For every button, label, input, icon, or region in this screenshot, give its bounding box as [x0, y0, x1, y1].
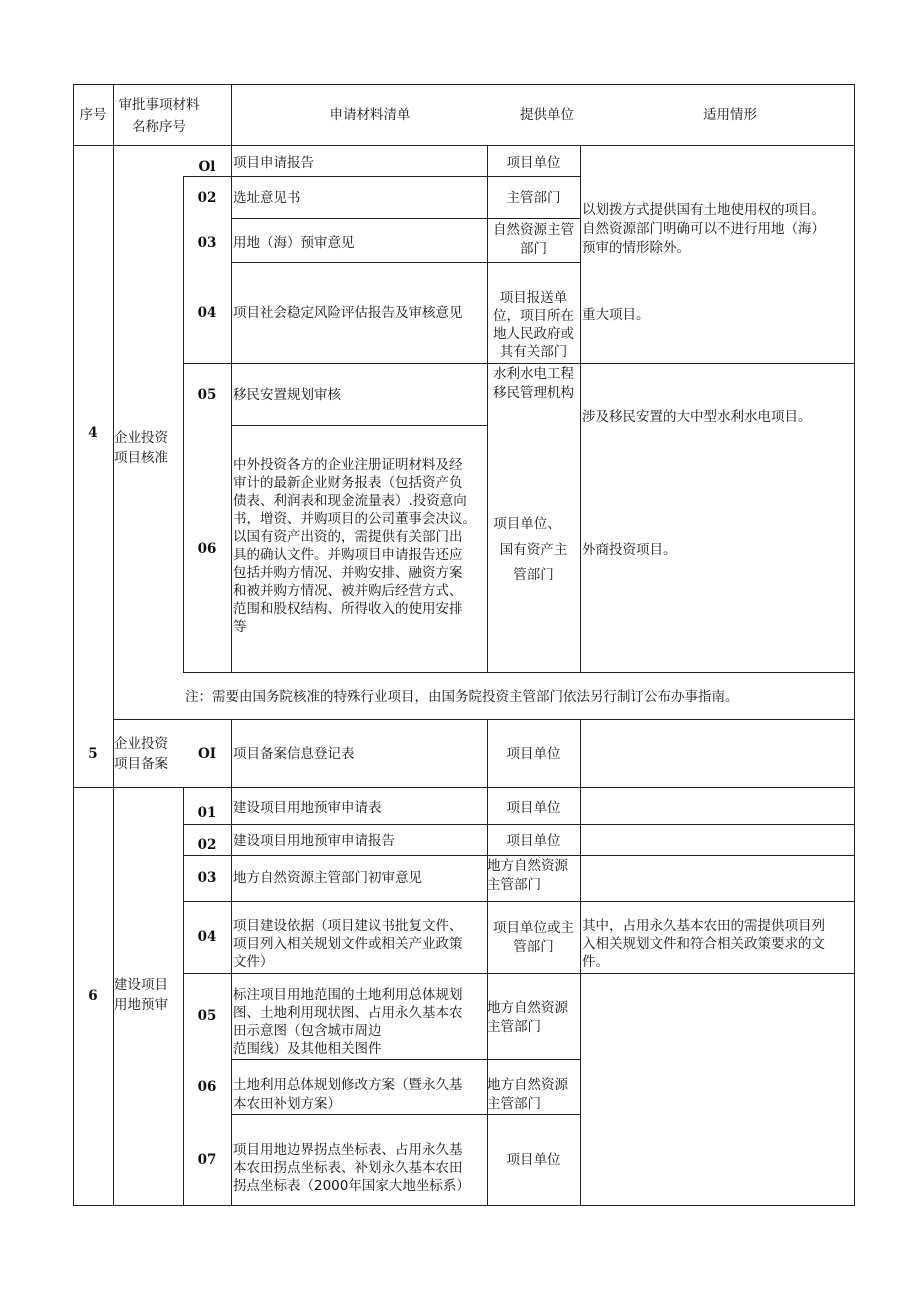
- table-rule: [231, 719, 232, 787]
- header-seq: 序号: [79, 107, 107, 123]
- row-provider-line: 位，项目所在: [493, 308, 574, 324]
- table-rule: [580, 719, 581, 787]
- row-material-line: 债表、利润表和现金流量表）.投资意向: [233, 493, 467, 509]
- table-rule: [183, 363, 854, 364]
- condition-text: 外商投资项目。: [582, 542, 677, 558]
- table-rule: [231, 1114, 580, 1115]
- row-number: 02: [197, 190, 217, 206]
- condition-line: 件。: [582, 954, 609, 970]
- row-provider-line: 项目报送单: [499, 290, 568, 306]
- row-material: 选址意见书: [233, 190, 301, 206]
- row-number: 04: [197, 305, 217, 321]
- table-rule: [183, 901, 854, 902]
- row-material-line: 文件）: [233, 954, 274, 970]
- row-material: 地方自然资源主管部门初审意见: [233, 870, 422, 886]
- row-provider: 项目单位: [506, 800, 561, 816]
- condition-line: 预审的情形除外。: [582, 240, 690, 256]
- row-material-line: 书，增资、并购项目的公司董事会决议。: [233, 511, 476, 527]
- row-provider-line1: 水利水电工程: [493, 366, 574, 382]
- header-item-line1: 审批事项材料: [118, 97, 200, 113]
- group-note: 注：需要由国务院核准的特殊行业项目，由国务院投资主管部门依法另行制订公布办事指南。: [185, 689, 739, 705]
- group-name-line1: 建设项目: [114, 977, 168, 993]
- row-provider-line1: 地方自然资源: [487, 1000, 568, 1016]
- table-rule: [231, 787, 232, 1206]
- row-provider-line1: 项目单位或主: [493, 920, 574, 936]
- row-number: 07: [197, 1152, 217, 1168]
- table-rule: [183, 176, 580, 177]
- group-seq: 5: [88, 746, 98, 762]
- table-rule: [231, 145, 232, 673]
- row-material-line: 以国有资产出资的，需提供有关部门出: [233, 529, 463, 545]
- row-number: 01: [197, 805, 217, 821]
- group-name-line1: 企业投资: [114, 430, 168, 446]
- table-rule: [183, 824, 854, 825]
- table-rule: [73, 84, 74, 1206]
- row-material-line: 项目建设依据（项目建议书批复文件、: [233, 918, 463, 934]
- table-rule: [113, 84, 114, 1206]
- row-provider-line2: 主管部门: [487, 877, 541, 893]
- row-provider-line2: 主管部门: [487, 1019, 541, 1035]
- row-provider-line2: 主管部门: [487, 1096, 541, 1112]
- row-provider-line: 其有关部门: [499, 344, 568, 360]
- table-rule: [183, 855, 854, 856]
- row-number: OI: [197, 746, 217, 762]
- row-number: 06: [197, 1079, 217, 1095]
- row-provider-line: 国有资产主: [499, 542, 568, 558]
- group-name-line1: 企业投资: [114, 736, 168, 752]
- row-material: 建设项目用地预审申请表: [233, 800, 382, 816]
- row-number: 06: [197, 541, 217, 557]
- row-provider: 项目单位: [506, 746, 561, 762]
- row-material: 项目备案信息登记表: [233, 746, 355, 762]
- header-conditions: 适用情形: [703, 107, 757, 123]
- row-number: 05: [197, 387, 217, 403]
- table-rule: [231, 218, 580, 219]
- row-material-line: 审计的最新企业财务报表（包括资产负: [233, 475, 463, 491]
- condition-text: 涉及移民安置的大中型水利水电项目。: [582, 409, 812, 425]
- row-material-line: 和被并购方情况、被并购后经营方式、: [233, 583, 463, 599]
- row-material-line: 田示意图（包含城市周边: [233, 1023, 382, 1039]
- table-rule: [231, 262, 580, 263]
- row-material-line: 等: [233, 619, 247, 635]
- row-number: Ol: [198, 159, 216, 175]
- table-rule: [73, 145, 854, 146]
- row-material-line: 本农田补划方案）: [233, 1096, 341, 1112]
- group-name-line2: 项目核准: [114, 450, 168, 466]
- row-number: 03: [197, 870, 217, 886]
- table-rule: [231, 1059, 580, 1060]
- row-provider-line2: 部门: [520, 241, 547, 257]
- row-provider: 主管部门: [506, 190, 561, 206]
- row-material-line: 范围线）及其他相关图件: [233, 1041, 382, 1057]
- row-provider: 项目单位: [506, 155, 561, 171]
- row-material-line: 中外投资各方的企业注册证明材料及经: [233, 457, 463, 473]
- condition-line: 自然资源部门明确可以不进行用地（海）: [582, 221, 825, 237]
- table-rule: [231, 84, 232, 145]
- table-rule: [73, 1205, 854, 1206]
- row-material: 移民安置规划审核: [233, 387, 341, 403]
- row-provider-line: 管部门: [513, 567, 554, 583]
- table-rule: [580, 145, 581, 673]
- header-materials: 申请材料清单: [329, 107, 411, 123]
- row-material-line: 土地利用总体规划修改方案（暨永久基: [233, 1077, 463, 1093]
- table-rule: [580, 787, 581, 1206]
- row-material-line: 本农田拐点坐标表、补划永久基本农田: [233, 1160, 463, 1176]
- row-provider: 项目单位: [506, 833, 561, 849]
- condition-line: 以划拨方式提供国有土地使用权的项目。: [582, 202, 825, 218]
- row-number: 05: [197, 1008, 217, 1024]
- group-name-line2: 项目备案: [114, 756, 168, 772]
- row-provider: 项目单位: [506, 1152, 561, 1168]
- condition-line: 其中，占用永久基本农田的需提供项目列: [582, 918, 825, 934]
- group-seq: 6: [88, 988, 98, 1004]
- row-material: 项目申请报告: [233, 155, 314, 171]
- header-item-line2: 名称序号: [132, 119, 186, 135]
- row-material: 用地（海）预审意见: [233, 235, 355, 251]
- row-material: 建设项目用地预审申请报告: [233, 833, 395, 849]
- table-rule: [73, 787, 854, 788]
- row-material-line: 图、土地利用现状图、占用永久基本农: [233, 1005, 463, 1021]
- row-material-line: 具的确认文件。并购项目申请报告还应: [233, 547, 463, 563]
- group-seq: 4: [88, 425, 98, 441]
- row-provider-line: 地人民政府或: [493, 326, 574, 342]
- row-provider-line1: 地方自然资源: [487, 1077, 568, 1093]
- row-provider-line2: 管部门: [513, 939, 554, 955]
- header-provider: 提供单位: [520, 107, 574, 123]
- table-rule: [113, 719, 854, 720]
- row-provider-line1: 自然资源主管: [493, 222, 574, 238]
- row-material-line: 范围和股权结构、所得收入的使用安排: [233, 601, 463, 617]
- row-material-line: 拐点坐标表（2000年国家大地坐标系）: [233, 1178, 470, 1194]
- table-rule: [183, 973, 854, 974]
- table-rule: [854, 84, 855, 1206]
- row-number: 04: [197, 929, 217, 945]
- table-rule: [73, 84, 854, 85]
- condition-line: 入相关规划文件和符合相关政策要求的文: [582, 936, 825, 952]
- row-provider-line2: 移民管理机构: [493, 385, 574, 401]
- table-rule: [231, 425, 487, 426]
- group-name-line2: 用地预审: [114, 997, 168, 1013]
- row-material-line: 项目用地边界拐点坐标表、占用永久基: [233, 1142, 463, 1158]
- row-provider-line1: 地方自然资源: [487, 858, 568, 874]
- row-number: 02: [197, 837, 217, 853]
- table-rule: [183, 672, 854, 673]
- row-number: 03: [197, 235, 217, 251]
- row-provider-line: 项目单位、: [493, 516, 561, 532]
- row-material-line: 标注项目用地范围的土地利用总体规划: [233, 987, 463, 1003]
- row-material-line: 包括并购方情况、并购安排、融资方案: [233, 565, 463, 581]
- condition-text: 重大项目。: [582, 307, 650, 323]
- row-material-line: 项目列入相关规划文件或相关产业政策: [233, 936, 463, 952]
- row-material: 项目社会稳定风险评估报告及审核意见: [233, 305, 463, 321]
